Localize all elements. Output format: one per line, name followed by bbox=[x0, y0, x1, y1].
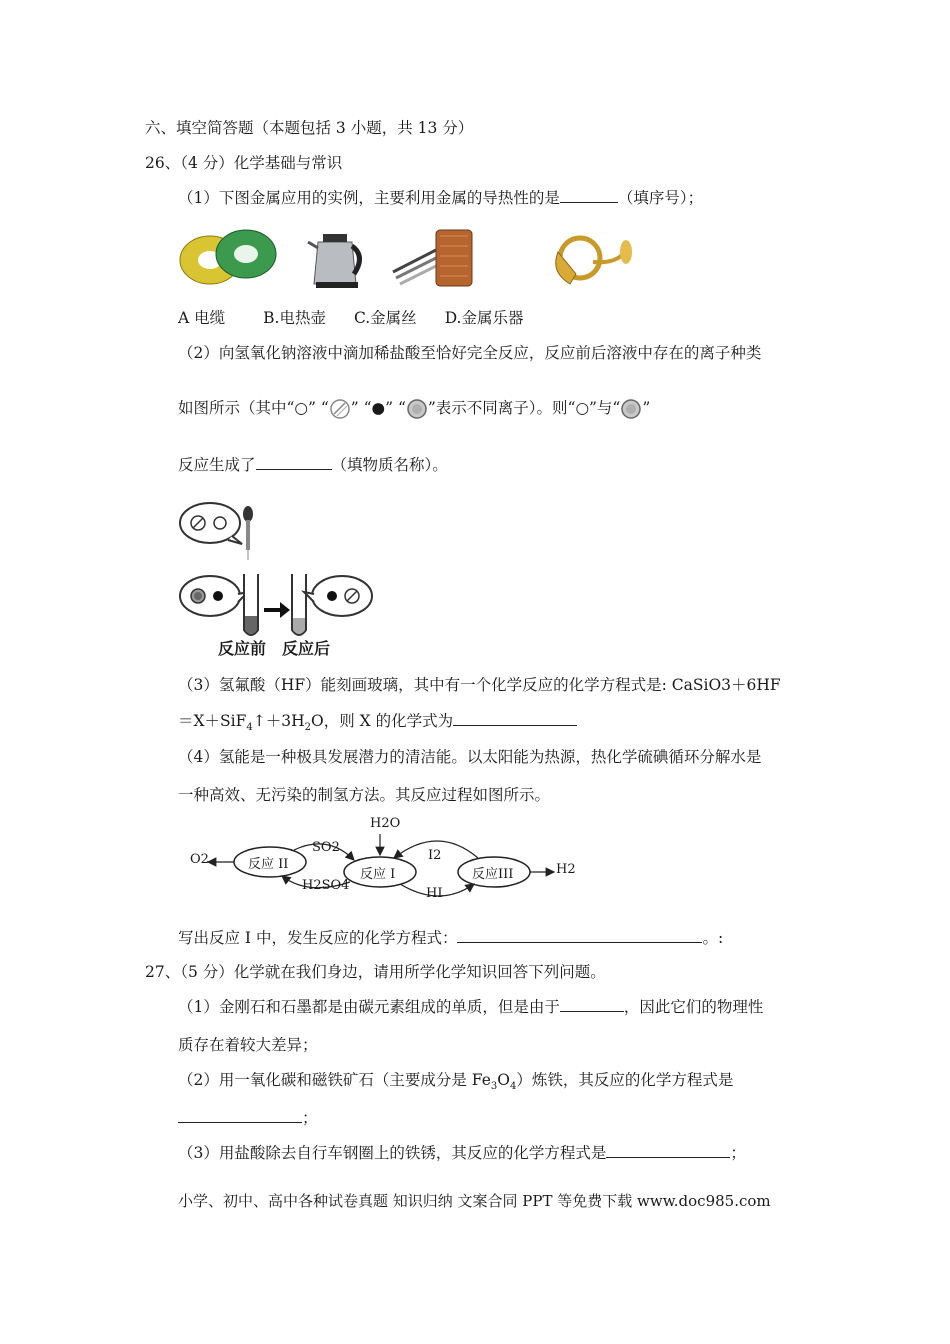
q27-part2-line1 bbox=[178, 1070, 733, 1097]
eq-part-a: ＝X＋SiF bbox=[178, 712, 247, 730]
horn-image bbox=[556, 238, 632, 284]
q27-part1-text: （1）金刚石和石墨都是由碳元素组成的单质，但是由于 bbox=[178, 998, 560, 1016]
q26-part2-blank[interactable] bbox=[256, 455, 332, 470]
q27-part2-text-b: O bbox=[497, 1071, 510, 1089]
option-a: A 电缆 bbox=[178, 309, 226, 327]
q26-part2-line3-text: 反应生成了 bbox=[178, 456, 256, 474]
label-before: 反应前 bbox=[218, 639, 267, 658]
q27-part2-text-c: ）炼铁，其反应的化学方程式是 bbox=[516, 1071, 734, 1089]
label-after: 反应后 bbox=[282, 639, 331, 658]
q26-part4-line3-tail: 。: bbox=[702, 929, 724, 947]
cable-image bbox=[180, 230, 276, 284]
label-h2: H2 bbox=[556, 862, 576, 877]
q26-part2-line3-tail: （填物质名称）。 bbox=[331, 456, 448, 474]
q26-part2-text-e: ” bbox=[642, 399, 651, 417]
label-h2o: H2O bbox=[370, 816, 401, 831]
footer-note: 小学、初中、高中各种试卷真题 知识归纳 文案合同 PPT 等免费下载 www.doc985.com bbox=[178, 1192, 771, 1210]
q26-part3-line1: （3）氢氟酸（HF）能刻画玻璃，其中有一个化学反应的化学方程式是: CaSiO3＋6HF bbox=[178, 676, 781, 694]
q27-part2-tail: ； bbox=[302, 1109, 318, 1127]
eq-sub-2: 2 bbox=[304, 722, 311, 734]
q26-part3-blank[interactable] bbox=[453, 711, 577, 726]
q26-part2-text-d: ”表示不同离子）。则“○”与“ bbox=[427, 399, 621, 417]
dotted-ion-icon bbox=[406, 398, 428, 420]
dotted-ion-icon bbox=[620, 398, 642, 420]
neutralization-figure bbox=[176, 498, 376, 660]
option-d: D.金属乐器 bbox=[444, 309, 524, 327]
q26-part4-line1: （4）氢能是一种极具发展潜力的清洁能。以太阳能为热源，热化学硫碘循环分解水是 bbox=[178, 748, 762, 766]
question-27-heading: 27、（5 分）化学就在我们身边，请用所学化学知识回答下列问题。 bbox=[145, 963, 606, 981]
q26-part2-quote-open: “ bbox=[320, 399, 329, 417]
q26-part1-blank[interactable] bbox=[560, 188, 618, 203]
q27-part3-tail: ； bbox=[730, 1144, 746, 1162]
wire-image bbox=[393, 230, 472, 286]
question-26-heading: 26、（4 分）化学基础与常识 bbox=[145, 154, 343, 172]
q26-part1-text: （1）下图金属应用的实例，主要利用金属的导热性的是 bbox=[178, 189, 560, 207]
q26-part2-line1: （2）向氢氧化钠溶液中滴加稀盐酸至恰好完全反应，反应前后溶液中存在的离子种类 bbox=[178, 344, 762, 362]
q27-part2-text-a: （2）用一氧化碳和磁铁矿石（主要成分是 Fe bbox=[178, 1071, 491, 1089]
label-reaction-2: 反应 II bbox=[248, 857, 289, 872]
q26-part3-line2 bbox=[178, 711, 577, 738]
kettle-image bbox=[308, 234, 360, 288]
q26-part4-line3-text: 写出反应 I 中，发生反应的化学方程式： bbox=[178, 929, 458, 947]
q27-part1-blank[interactable] bbox=[560, 997, 624, 1012]
q26-part2-quote-close: ” bbox=[350, 399, 359, 417]
q27-part3-text: （3）用盐酸除去自行车钢圈上的铁锈，其反应的化学方程式是 bbox=[178, 1144, 607, 1162]
label-hi: HI bbox=[426, 886, 443, 901]
q26-part2-line3 bbox=[178, 455, 448, 475]
label-reaction-3: 反应III bbox=[472, 867, 514, 882]
q26-part4-line2: 一种高效、无污染的制氢方法。其反应过程如图所示。 bbox=[178, 786, 551, 804]
eq-part-b: ↑＋3H bbox=[252, 712, 305, 730]
option-c: C.金属丝 bbox=[353, 309, 417, 327]
q26-options bbox=[178, 308, 524, 328]
q27-part2-blank[interactable] bbox=[178, 1108, 302, 1123]
sulfur-iodine-cycle-diagram bbox=[178, 812, 578, 912]
q26-part1-tail: （填序号）； bbox=[617, 189, 704, 207]
q26-part2-text-a: 如图所示（其中“○” bbox=[178, 399, 316, 417]
q26-part4-blank[interactable] bbox=[457, 928, 702, 943]
q26-part1 bbox=[178, 188, 703, 208]
label-reaction-1: 反应 I bbox=[360, 867, 396, 882]
hatched-ion-icon bbox=[329, 398, 351, 420]
q26-part2-line2 bbox=[178, 398, 650, 420]
eq-sub-4: 4 bbox=[246, 722, 253, 734]
eq-part-c: O，则 X 的化学式为 bbox=[311, 712, 454, 730]
metal-applications-figure bbox=[178, 222, 633, 292]
fe-sub-3: 3 bbox=[490, 1081, 498, 1093]
q27-part2-line2 bbox=[178, 1108, 318, 1128]
o-sub-4: 4 bbox=[509, 1081, 517, 1093]
label-o2: O2 bbox=[190, 852, 209, 867]
label-i2: I2 bbox=[428, 848, 442, 863]
label-h2so4: H2SO4 bbox=[302, 878, 350, 893]
section-title: 六、填空简答题（本题包括 3 小题，共 13 分） bbox=[145, 119, 474, 137]
label-so2: SO2 bbox=[312, 840, 340, 855]
q27-part1-tail: ，因此它们的物理性 bbox=[623, 998, 764, 1016]
q27-part1-line1 bbox=[178, 997, 763, 1017]
q26-part4-line3 bbox=[178, 928, 723, 948]
q26-part2-text-b: “●” bbox=[363, 399, 393, 417]
q27-part3-blank[interactable] bbox=[606, 1143, 730, 1158]
option-b: B.电热壶 bbox=[263, 309, 326, 327]
q27-part3 bbox=[178, 1143, 746, 1163]
q27-part1-line2: 质存在着较大差异； bbox=[178, 1036, 318, 1054]
q26-part2-text-c: “ bbox=[397, 399, 406, 417]
